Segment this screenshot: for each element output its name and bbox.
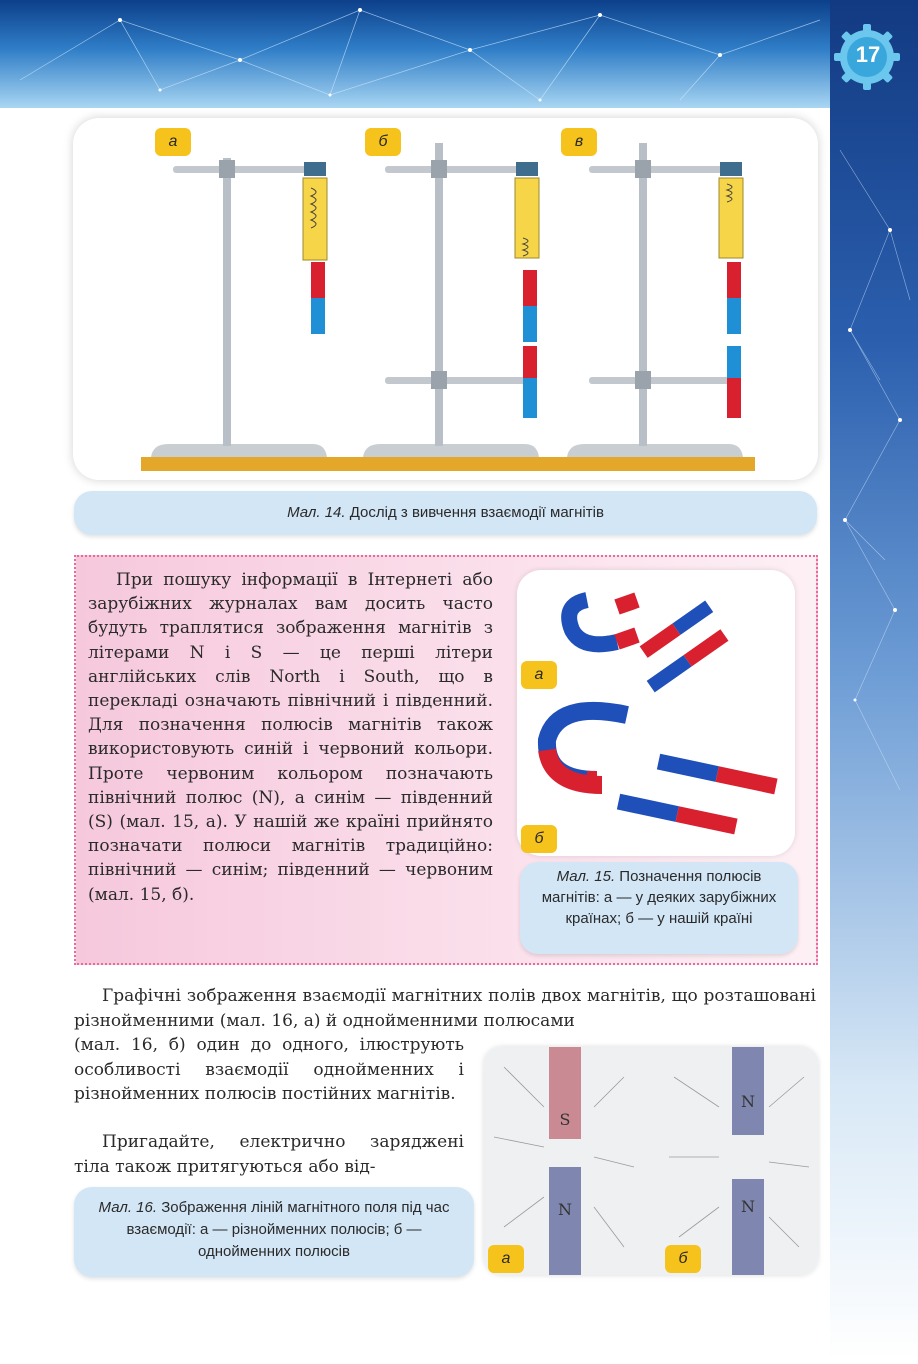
stand-c	[567, 143, 743, 457]
figure-14-caption	[74, 491, 817, 535]
figure-16-label-b: б	[665, 1245, 701, 1273]
magnet-letter-n-a: N	[558, 1200, 572, 1219]
figure-16-photo	[484, 1047, 818, 1275]
figure-15-label-a: а	[521, 661, 557, 689]
stand-b	[363, 143, 539, 457]
page-number: 17	[855, 42, 881, 67]
figure-16-caption	[74, 1187, 474, 1277]
figure-15-label-b: б	[521, 825, 557, 853]
figure-14-caption-text: Дослід з вивчення взаємодії магнітів	[349, 504, 604, 521]
magnet-letter-n-b2: N	[741, 1197, 755, 1216]
figure-16-caption-text: Зображення ліній магнітного поля під час взаємодії: а — різнойменних полюсів; б — однойменних полюсів	[126, 1199, 450, 1260]
magnet-letter-s: S	[559, 1110, 571, 1129]
figure-14-illustration	[73, 118, 818, 480]
body-paragraph-1: Графічні зображення взаємодії магнітних полів двох магнітів, що розташовані різнойменними (мал. 16, а) й однойменними полюсами	[74, 986, 816, 1031]
body-paragraph-3: Пригадайте, електрично заряджені тіла також притягуються або від-	[74, 1132, 464, 1177]
figure-14-caption-number: Мал. 14.	[287, 504, 346, 521]
figure-15-caption	[520, 862, 798, 954]
figure-14-label-b: б	[365, 128, 401, 156]
constellation-decoration	[0, 0, 918, 108]
figure-14-label-c: в	[561, 128, 597, 156]
stand-a	[151, 158, 327, 457]
field-lines-illustration	[484, 1047, 818, 1275]
figure-14-card	[73, 118, 818, 480]
magnet-letter-n-b1: N	[741, 1092, 755, 1111]
figure-15-caption-number: Мал. 15.	[556, 868, 616, 885]
figure-16-caption-number: Мал. 16.	[98, 1199, 158, 1216]
figure-16-label-a: а	[488, 1245, 524, 1273]
header-banner	[0, 0, 918, 108]
body-paragraph-2: (мал. 16, б) один до одного, ілюструють особливості взаємодії однойменних і різнойменних полюсів постійних магнітів.	[74, 1035, 464, 1104]
figure-15-photo	[517, 570, 795, 856]
side-decoration	[830, 0, 918, 1360]
figure-15-caption-text: Позначення полюсів магнітів: а — у деяких зарубіжних країнах; б — у нашій країні	[541, 868, 777, 927]
magnets-illustration	[517, 570, 795, 856]
figure-14-label-a: а	[155, 128, 191, 156]
info-box-paragraph: При пошуку інформації в Інтернеті або зарубіжних журналах вам досить часто будуть траплятися зображення магнітів з літерами N і S — це перші літери англійських слів North і South, що в перекладі означають північний і південний. Для позначення полюсів магнітів також використовують синій і червоний кольори. Проте червоним кольором позначають північний полюс (N), а синім — південний (S) (мал. 15, а). У нашій же країні прийнято позначати полюси магнітів традиційно: північний — синім; південний — червоним (мал. 15, б).	[88, 570, 493, 905]
starfield-decoration	[830, 0, 918, 1360]
